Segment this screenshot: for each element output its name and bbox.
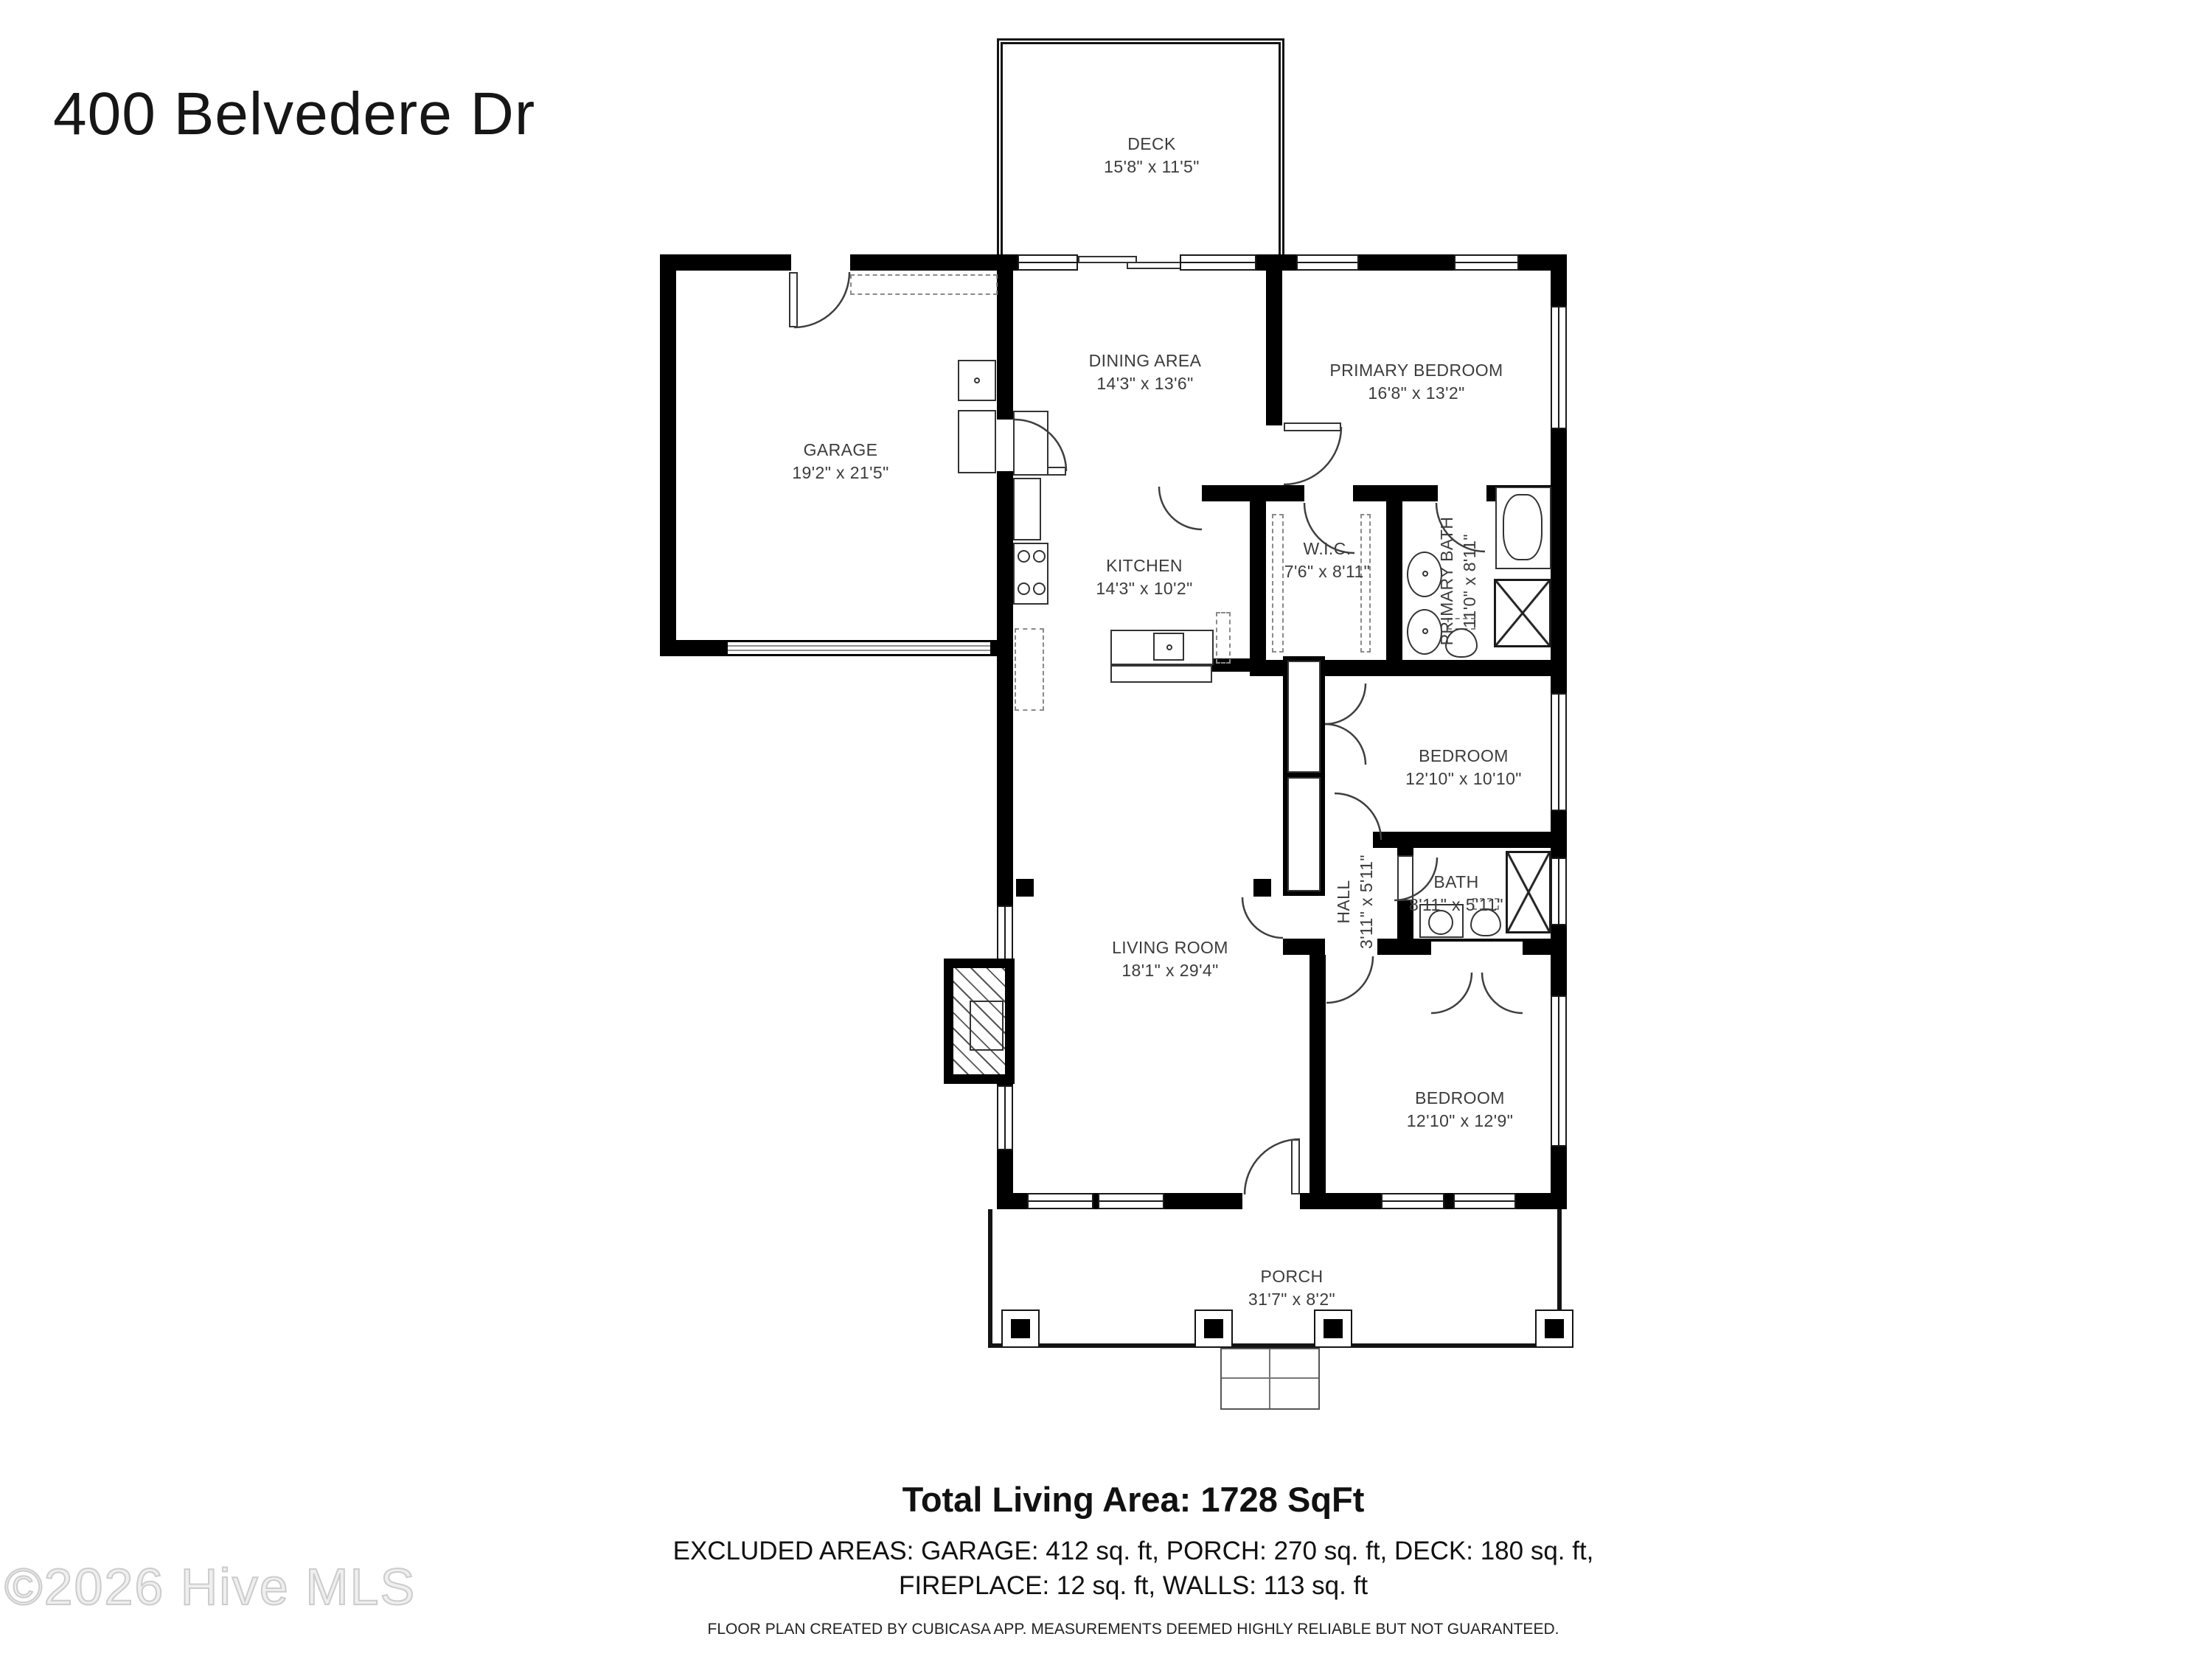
door-arc [1335, 793, 1381, 840]
room-label-hall: HALL 3'11" x 5'11" [1334, 855, 1376, 949]
door-arc [794, 272, 849, 327]
room-label-bedroom-mid: BEDROOM 12'10" x 10'10" [1405, 746, 1522, 788]
room-label-primary-bedroom: PRIMARY BEDROOM 16'8" x 13'2" [1329, 361, 1503, 403]
mls-watermark: ©2026 Hive MLS [4, 1558, 417, 1615]
room-label-kitchen: KITCHEN 14'3" x 10'2" [1096, 556, 1193, 598]
door-arc [1431, 973, 1472, 1013]
door-arc [1159, 487, 1202, 529]
door-arc [1015, 420, 1066, 471]
excluded-areas-line2: FIREPLACE: 12 sq. ft, WALLS: 113 sq. ft [898, 1571, 1368, 1600]
door-arc [1325, 724, 1366, 765]
room-label-bath: BATH 8'11" x 5'11" [1409, 872, 1503, 914]
footer-disclaimer: FLOOR PLAN CREATED BY CUBICASA APP. MEASUREMENTS DEEMED HIGHLY RELIABLE BUT NOT GUARANTEED. [707, 1621, 1559, 1638]
room-label-bedroom-bottom: BEDROOM 12'10" x 12'9" [1406, 1088, 1514, 1130]
door-arc [1245, 1139, 1300, 1194]
page-title: 400 Belvedere Dr [53, 80, 536, 147]
door-arc [1242, 897, 1283, 938]
door-arc [1326, 956, 1373, 1003]
door-arc [1284, 427, 1341, 484]
room-label-dining: DINING AREA 14'3" x 13'6" [1088, 351, 1202, 393]
room-label-garage: GARAGE 19'2" x 21'5" [792, 440, 889, 482]
room-label-wic: W.I.C. 7'6" x 8'11" [1284, 539, 1371, 581]
room-label-porch: PORCH 31'7" x 8'2" [1248, 1267, 1336, 1309]
room-label-primary-bath: PRIMARY BATH 11'0" x 8'11" [1437, 516, 1479, 646]
door-arc [1325, 684, 1366, 724]
excluded-areas-line1: EXCLUDED AREAS: GARAGE: 412 sq. ft, PORCH: 270 sq. ft, DECK: 180 sq. ft, [672, 1537, 1594, 1565]
room-label-deck: DECK 15'8" x 11'5" [1104, 134, 1200, 176]
room-label-living: LIVING ROOM 18'1" x 29'4" [1112, 938, 1228, 980]
door-arc [1482, 973, 1523, 1013]
total-living-area: Total Living Area: 1728 SqFt [902, 1480, 1365, 1519]
